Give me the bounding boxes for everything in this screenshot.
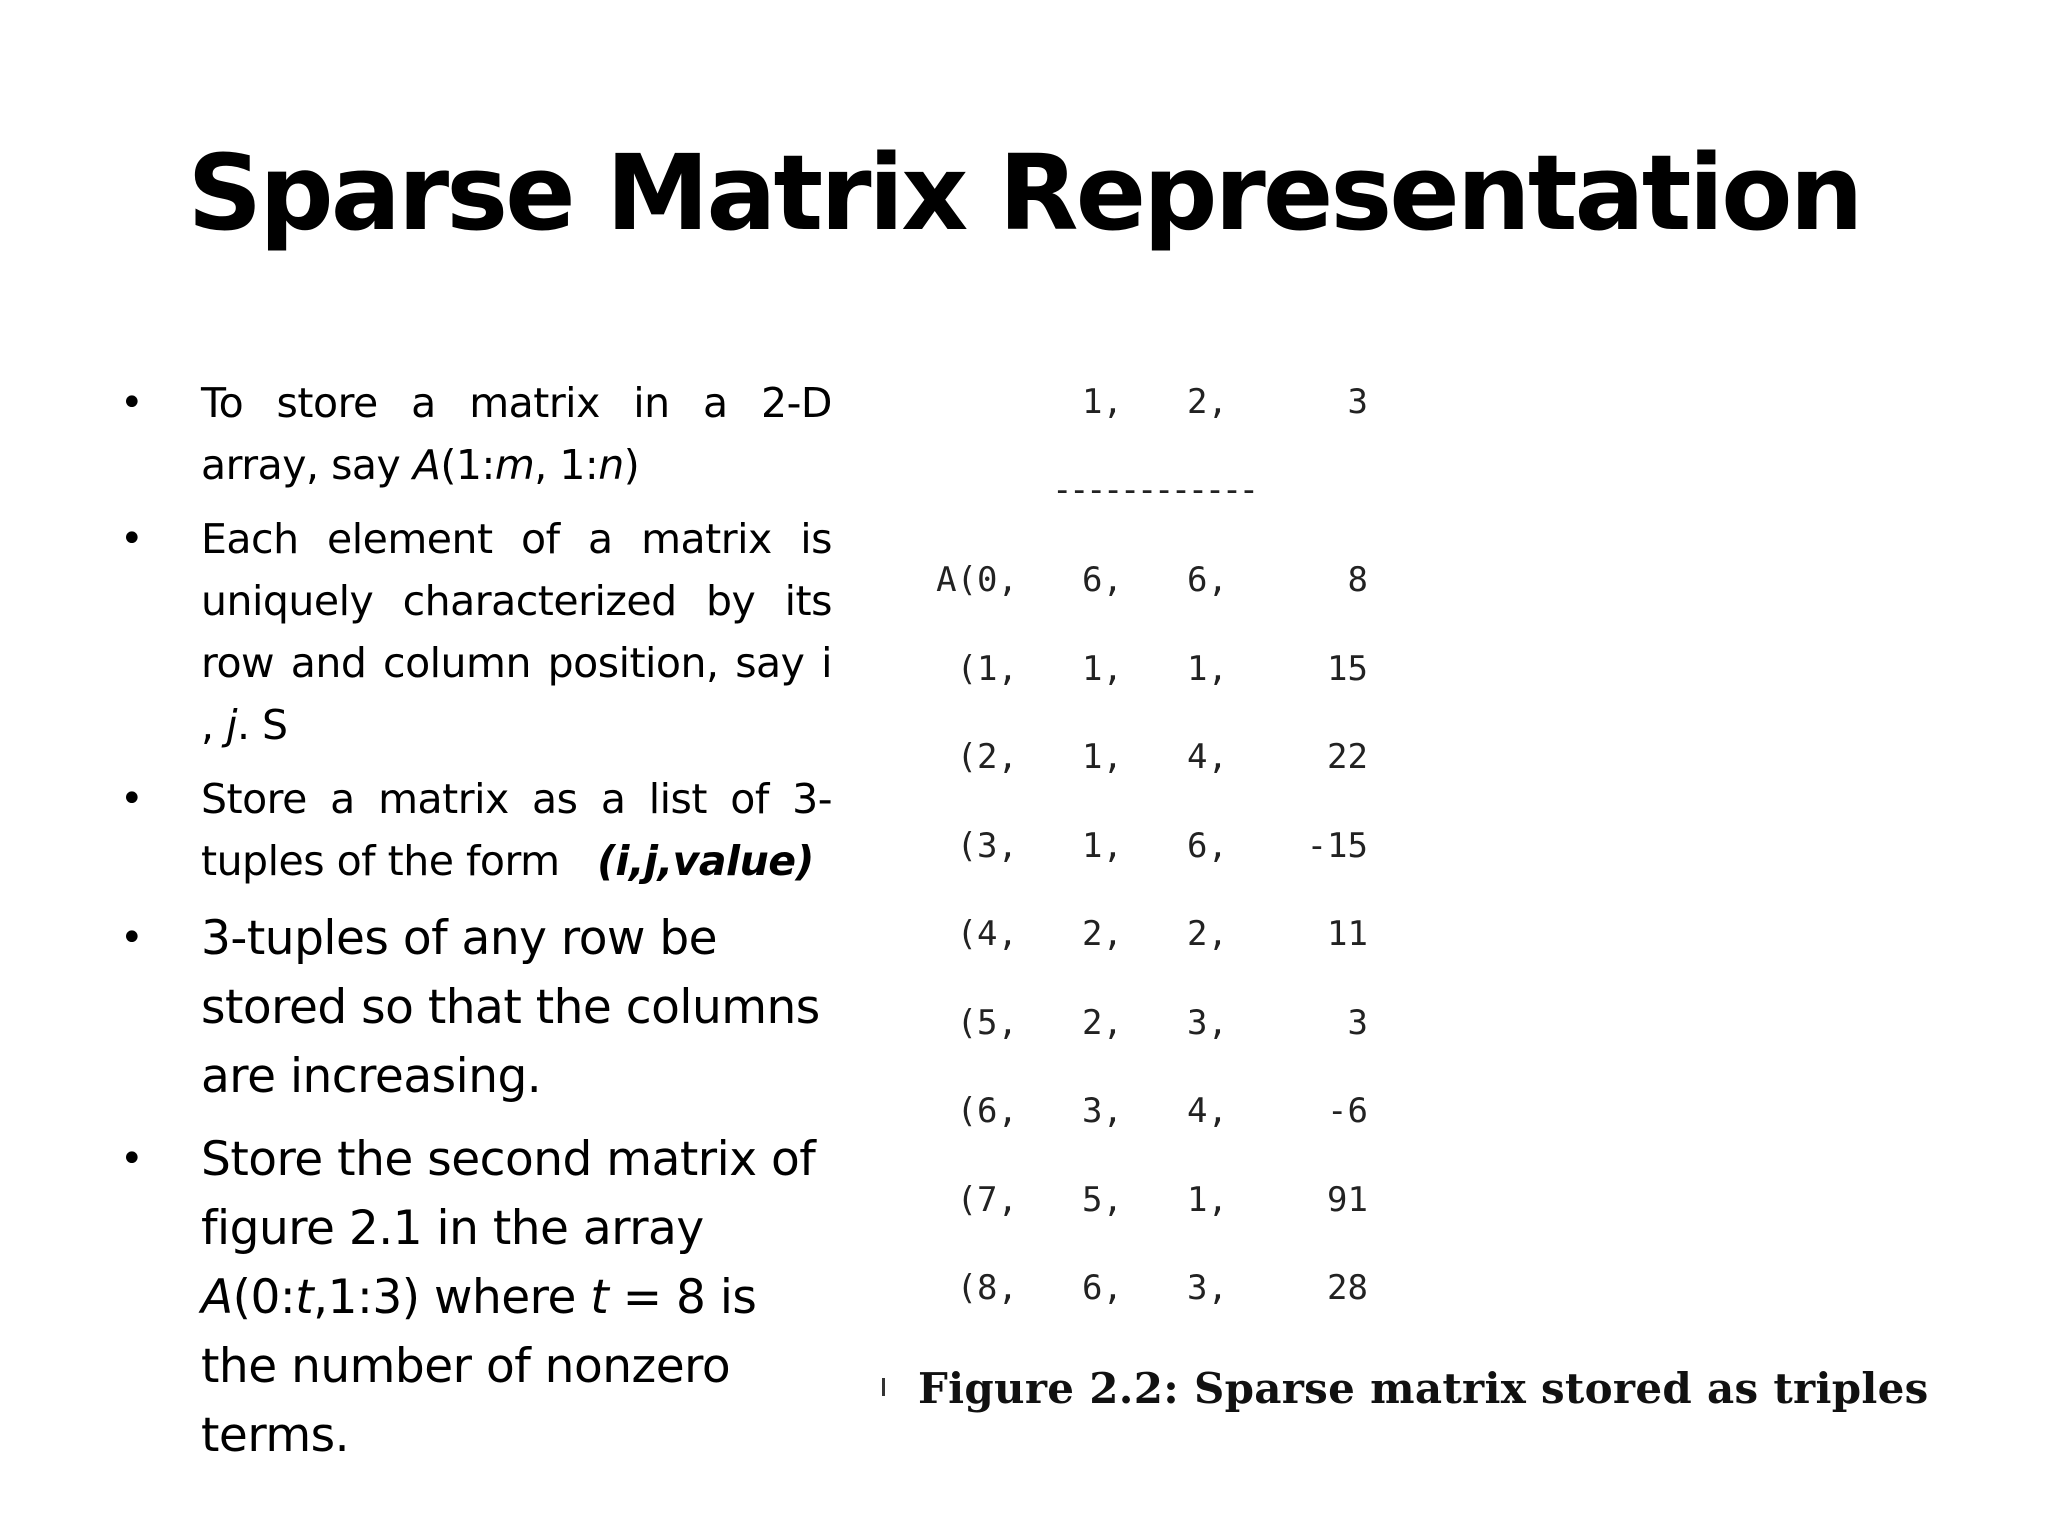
bullet-item — [120, 372, 832, 496]
slide-title: Sparse Matrix Representation — [187, 132, 1861, 254]
triple-cell: A(0, — [936, 560, 1018, 600]
triple-cell: (5, — [956, 1003, 1018, 1043]
column-header: 2, — [1187, 382, 1228, 422]
triple-cell: 1, — [1187, 1180, 1228, 1220]
triple-cell: (3, — [956, 826, 1018, 866]
triple-cell: 6, — [1187, 826, 1228, 866]
triple-cell: 3, — [1082, 1091, 1123, 1131]
triple-cell: -6 — [1327, 1091, 1368, 1131]
triple-cell: (7, — [956, 1180, 1018, 1220]
bullet-text: Store the second matrix of figure 2.1 in the array A(0:t,1:3) where t = 8 is the number of nonzero terms. — [201, 1132, 816, 1463]
triple-cell: 1, — [1187, 649, 1228, 689]
triple-cell: 91 — [1327, 1180, 1368, 1220]
bullet-item — [120, 904, 832, 1111]
bullet-item — [120, 1125, 832, 1470]
column-header: 1, — [1082, 382, 1123, 422]
triple-cell: 3 — [1347, 1003, 1368, 1043]
triple-cell: 22 — [1327, 737, 1368, 777]
header-separator: ------------ — [1052, 470, 1256, 510]
triple-cell: (6, — [956, 1091, 1018, 1131]
triple-cell: 15 — [1327, 649, 1368, 689]
triple-cell: 1, — [1082, 737, 1123, 777]
triple-cell: 6, — [1187, 560, 1228, 600]
triple-cell: -15 — [1306, 826, 1368, 866]
triple-cell: 1, — [1082, 826, 1123, 866]
figure-caption: Figure 2.2: Sparse matrix stored as triples — [918, 1364, 1929, 1413]
triple-cell: 4, — [1187, 1091, 1228, 1131]
triple-cell: 6, — [1082, 560, 1123, 600]
triple-cell: 3, — [1187, 1268, 1228, 1308]
triple-cell: 2, — [1082, 1003, 1123, 1043]
bullet-icon: • — [120, 915, 144, 961]
bullet-icon: • — [120, 516, 144, 562]
triple-cell: (2, — [956, 737, 1018, 777]
bullet-icon: • — [120, 1136, 144, 1182]
bullet-text: To store a matrix in a 2-D array, say A(1:m, 1:n) — [201, 379, 832, 489]
triple-cell: (4, — [956, 914, 1018, 954]
triple-cell: 28 — [1327, 1268, 1368, 1308]
triple-cell: 5, — [1082, 1180, 1123, 1220]
triple-cell: 8 — [1347, 560, 1368, 600]
bullet-list — [120, 372, 832, 1484]
triple-cell: 11 — [1327, 914, 1368, 954]
triple-cell: 2, — [1187, 914, 1228, 954]
bullet-item — [120, 768, 832, 892]
bullet-icon: • — [120, 380, 144, 426]
bullet-icon: • — [120, 776, 144, 822]
bullet-text: 3-tuples of any row be stored so that the columns are increasing. — [201, 911, 820, 1104]
triple-cell: (1, — [956, 649, 1018, 689]
bullet-item — [120, 508, 832, 756]
triple-cell: 2, — [1082, 914, 1123, 954]
triple-cell: 3, — [1187, 1003, 1228, 1043]
crop-mark — [882, 1378, 885, 1396]
triple-cell: 4, — [1187, 737, 1228, 777]
triple-cell: 1, — [1082, 649, 1123, 689]
triple-cell: (8, — [956, 1268, 1018, 1308]
column-header: 3 — [1347, 382, 1368, 422]
triple-cell: 6, — [1082, 1268, 1123, 1308]
bullet-text: Each element of a matrix is uniquely characterized by its row and column position, say i , j. S — [201, 515, 832, 749]
bullet-text: Store a matrix as a list of 3-tuples of the form (i,j,value) — [201, 775, 832, 885]
